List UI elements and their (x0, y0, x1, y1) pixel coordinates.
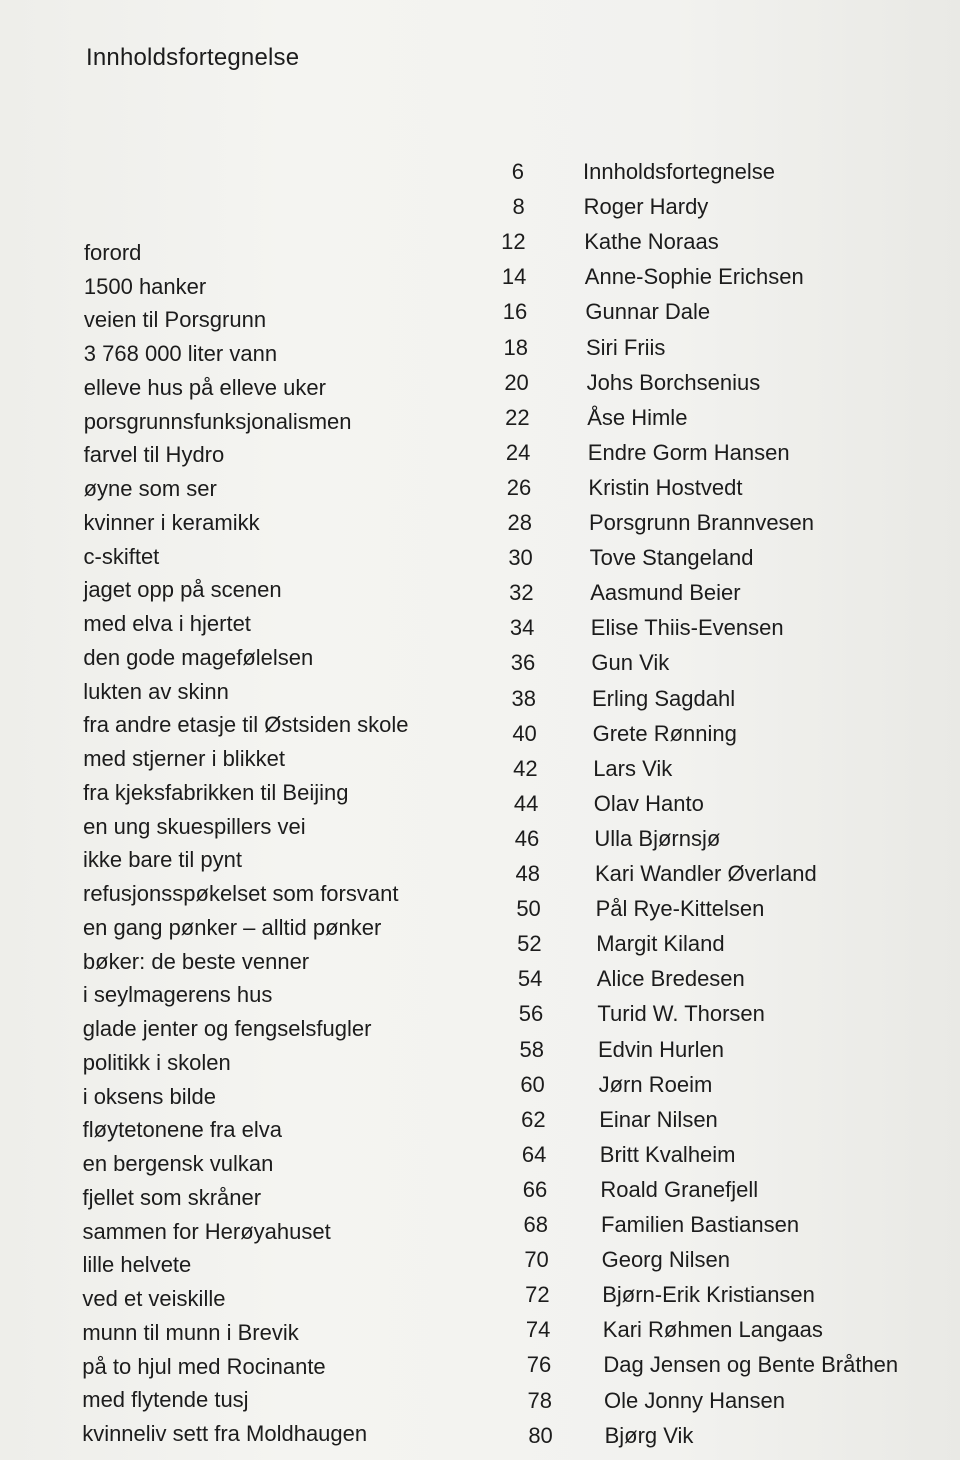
page-number: 46 (514, 825, 540, 851)
chapter-title: lukten av skinn (83, 678, 229, 704)
chapter-title: den gode magefølelsen (83, 644, 314, 670)
page-number: 44 (513, 790, 539, 816)
author-name: Endre Gorm Hansen (587, 439, 790, 465)
chapter-title: med stjerner i blikket (83, 746, 285, 771)
page-number: 76 (526, 1352, 552, 1378)
author-name: Kari Wandler Øverland (595, 861, 817, 886)
page-number: 70 (524, 1247, 549, 1273)
page-number: 62 (521, 1106, 546, 1132)
page-number: 68 (523, 1212, 548, 1237)
page-number: 28 (507, 510, 532, 535)
chapter-title: refusjonsspøkelset som forsvant (83, 881, 399, 906)
author-name: Gunnar Dale (585, 299, 711, 325)
page-number: 14 (501, 264, 527, 290)
author-name: Porsgrunn Brannvesen (589, 510, 815, 535)
page-number: 74 (525, 1317, 551, 1343)
page-number: 50 (516, 896, 541, 922)
page-number: 54 (517, 966, 543, 992)
chapter-title: med elva i hjertet (83, 611, 251, 636)
page-number: 36 (510, 650, 536, 676)
author-name: Lars Vik (593, 755, 673, 781)
page-number: 58 (519, 1036, 544, 1062)
page-number: 48 (515, 861, 540, 886)
author-name: Olav Hanto (593, 790, 704, 816)
chapter-title: fra andre etasje til Østsiden skole (83, 712, 409, 738)
page-number: 16 (502, 299, 528, 325)
author-name: Ulla Bjørnsjø (594, 825, 721, 851)
author-name: Grete Rønning (592, 720, 737, 746)
author-name: Kristin Hostvedt (588, 474, 743, 500)
author-name: Åse Himle (587, 404, 688, 430)
page-number: 8 (512, 194, 525, 220)
page-number: 60 (520, 1071, 545, 1097)
author-name: Johs Borchsenius (586, 369, 761, 395)
author-name: Aasmund Beier (590, 580, 741, 606)
chapter-title: farvel til Hydro (83, 442, 225, 468)
author-name: Innholdsfortegnelse (583, 159, 776, 184)
author-name: Bjørn-Erik Kristiansen (602, 1282, 815, 1308)
chapter-title: ikke bare til pynt (83, 847, 243, 873)
author-name: Dag Jensen og Bente Bråthen (603, 1352, 899, 1378)
chapter-title: sammen for Herøyahuset (82, 1218, 331, 1244)
chapter-title: øyne som ser (83, 476, 217, 501)
page-number: 20 (504, 369, 529, 395)
author-name: Elise Thiis-Evensen (590, 615, 784, 641)
chapter-title: kvinneliv sett fra Moldhaugen (82, 1421, 368, 1446)
chapter-title: elleve hus på elleve uker (83, 374, 326, 400)
chapter-title: bøker: de beste venner (82, 948, 310, 974)
chapter-title: i seylmagerens hus (82, 982, 273, 1008)
page-title: Innholdsfortegnelse (86, 44, 300, 71)
chapter-title: en gang pønker – alltid pønker (82, 914, 382, 940)
chapter-title: porsgrunnsfunksjonalismen (83, 408, 352, 434)
author-name: Gun Vik (591, 650, 670, 676)
page-number: 42 (513, 755, 538, 781)
page-number: 34 (509, 615, 535, 641)
chapter-title: med flytende tusj (82, 1387, 249, 1413)
page-number: 80 (528, 1422, 553, 1448)
page-number: 38 (511, 685, 536, 711)
page-number: 6 (511, 159, 524, 184)
page-number: 66 (522, 1176, 548, 1202)
page-number: 12 (501, 229, 526, 255)
author-name: Turid W. Thorsen (597, 1001, 765, 1027)
chapter-title: 1500 hanker (83, 273, 207, 299)
author-name: Kathe Noraas (584, 229, 719, 255)
author-name: Siri Friis (586, 334, 666, 360)
chapter-title: på to hjul med Rocinante (82, 1353, 326, 1379)
author-name: Pål Rye-Kittelsen (595, 896, 765, 922)
author-name: Georg Nilsen (601, 1247, 730, 1273)
page-number: 30 (508, 545, 533, 571)
chapter-title: ved et veiskille (82, 1286, 226, 1311)
page-number: 78 (527, 1387, 552, 1413)
page-number: 32 (509, 580, 534, 606)
author-name: Britt Kvalheim (599, 1141, 736, 1167)
chapter-title: i oksens bilde (82, 1083, 216, 1109)
author-name: Alice Bredesen (596, 966, 745, 992)
chapter-title: jaget opp på scenen (83, 577, 282, 603)
chapter-title: politikk i skolen (82, 1049, 231, 1075)
author-name: Edvin Hurlen (598, 1036, 724, 1062)
author-name: Erling Sagdahl (592, 685, 736, 711)
author-name: Bjørg Vik (604, 1422, 694, 1448)
page-number: 40 (512, 720, 537, 746)
chapter-title: fra kjeksfabrikken til Beijing (83, 779, 349, 805)
page-number: 64 (521, 1141, 547, 1167)
chapter-title: 3 768 000 liter vann (83, 341, 278, 366)
chapter-title: fjellet som skråner (82, 1184, 262, 1210)
page-number: 26 (506, 474, 532, 500)
page-number: 24 (505, 439, 531, 465)
author-name: Anne-Sophie Erichsen (584, 264, 804, 290)
author-name: Familien Bastiansen (601, 1212, 800, 1237)
chapter-title: fløytetonene fra elva (82, 1117, 282, 1143)
page-number: 56 (518, 1001, 544, 1027)
author-name: Tove Stangeland (589, 545, 754, 571)
chapter-title: glade jenter og fengselsfugler (82, 1016, 372, 1041)
author-name: Kari Røhmen Langaas (602, 1317, 823, 1343)
chapter-title: en bergensk vulkan (82, 1151, 274, 1176)
author-name: Jørn Roeim (598, 1071, 713, 1097)
author-name: Einar Nilsen (599, 1106, 718, 1132)
chapter-title: forord (83, 239, 142, 265)
chapter-title: c-skiftet (83, 543, 160, 569)
page-number: 72 (525, 1282, 550, 1308)
page-number: 18 (503, 334, 528, 360)
page-number: 22 (505, 404, 530, 430)
page-number: 52 (517, 931, 542, 957)
author-name: Ole Jonny Hansen (604, 1387, 785, 1413)
chapter-title: veien til Porsgrunn (83, 307, 267, 333)
chapter-title: lille helvete (82, 1252, 192, 1278)
chapter-title: munn til munn i Brevik (82, 1319, 299, 1345)
chapter-title: kvinner i keramikk (83, 509, 260, 535)
author-name: Roald Granefjell (600, 1176, 759, 1202)
author-name: Margit Kiland (596, 931, 725, 957)
chapter-title: en ung skuespillers vei (83, 813, 306, 839)
author-name: Roger Hardy (583, 194, 709, 220)
